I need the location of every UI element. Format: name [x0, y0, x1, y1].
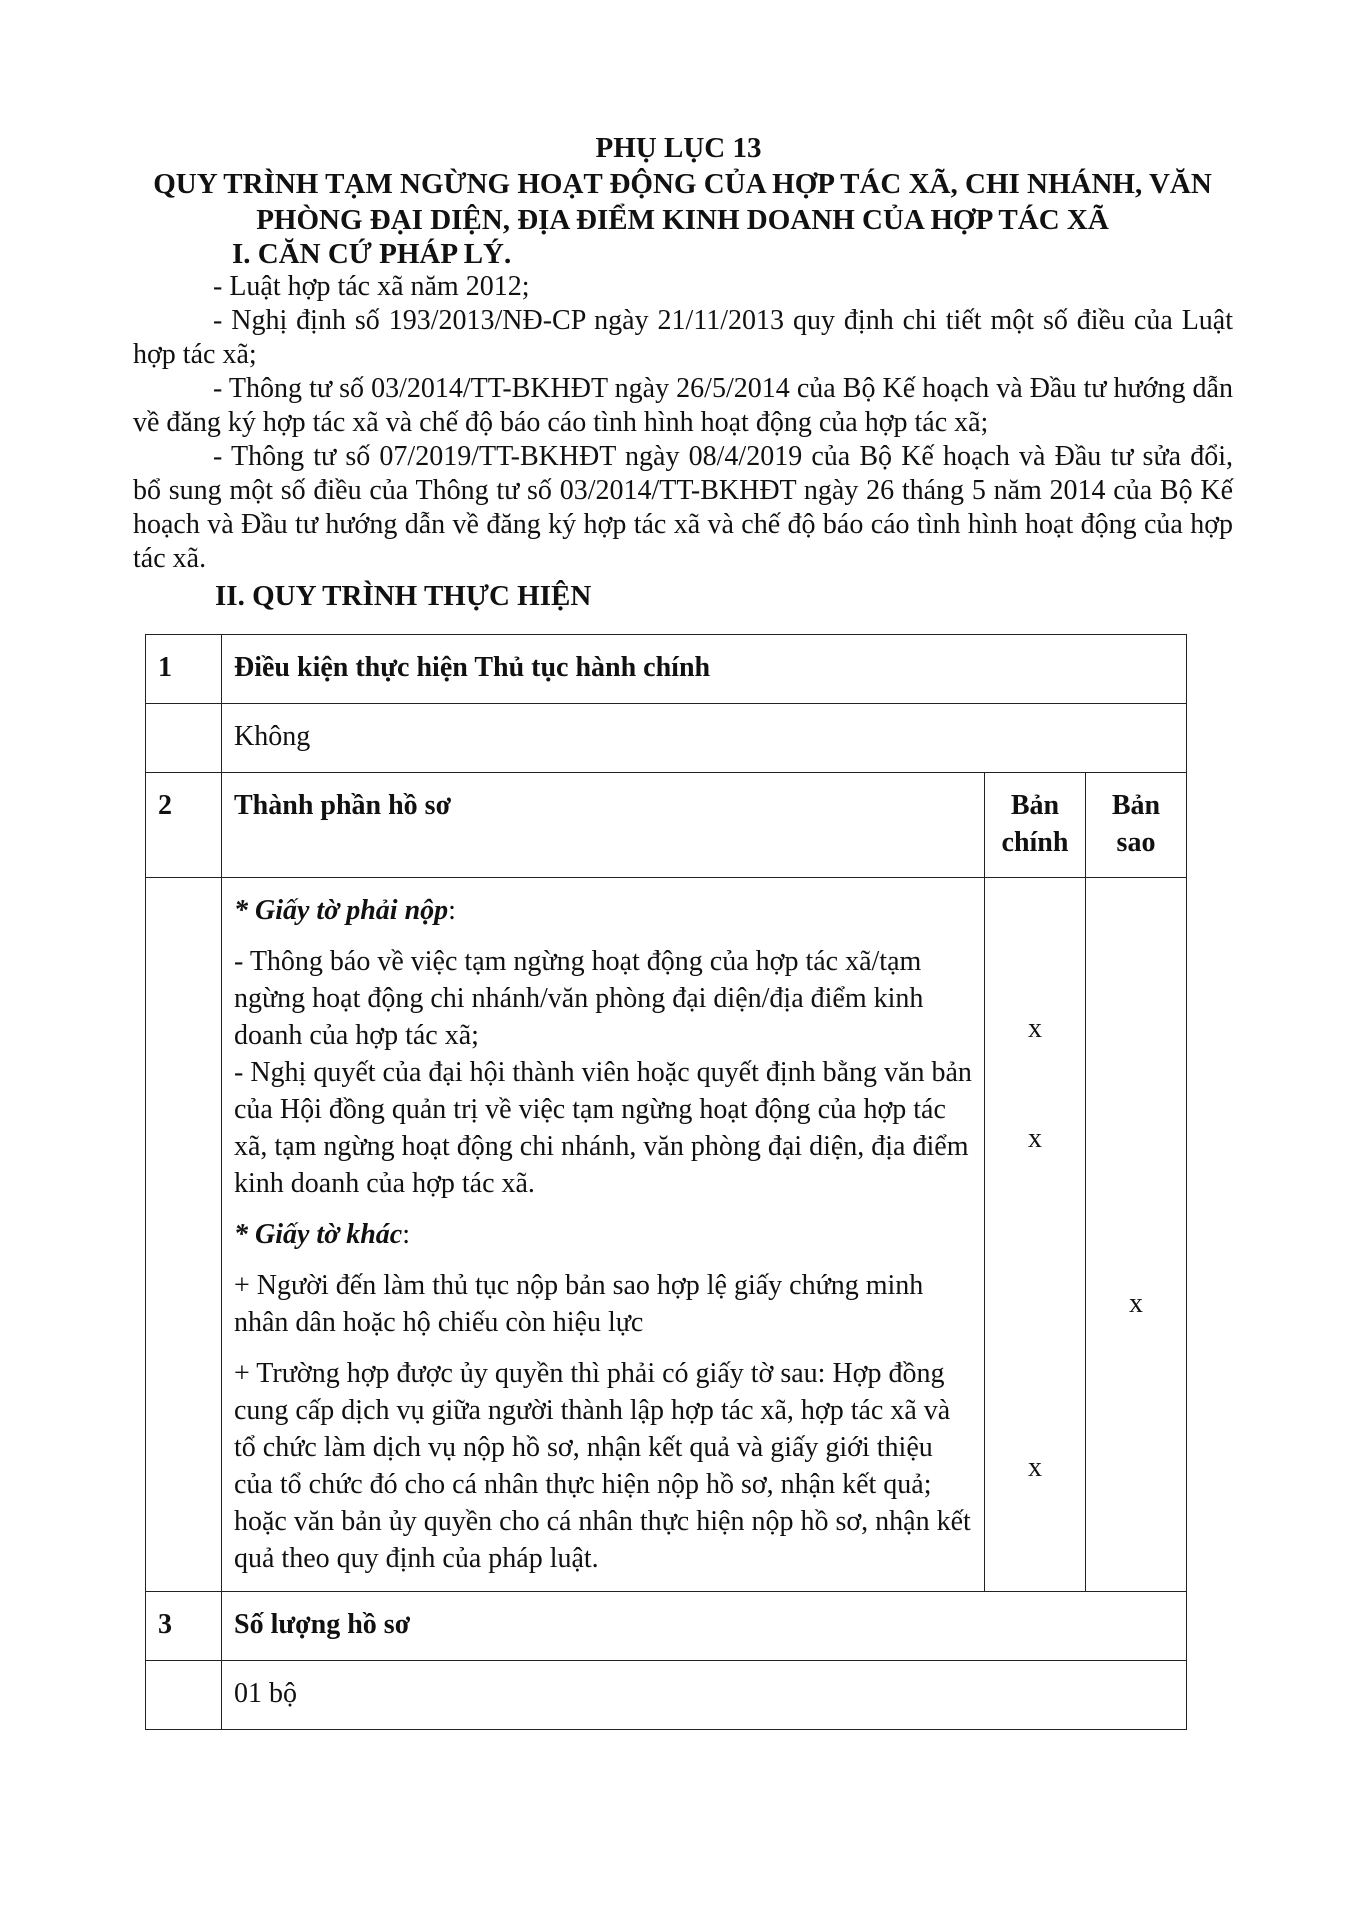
table-row: [146, 1661, 1187, 1730]
row-number: 3: [146, 1592, 222, 1661]
table-row: [146, 704, 1187, 773]
row-number-empty: [146, 704, 222, 773]
original-marks-cell: [985, 878, 1086, 1592]
table-row: [146, 878, 1187, 1592]
section-1-heading: I. CĂN CỨ PHÁP LÝ.: [232, 238, 512, 270]
row-label: Số lượng hồ sơ: [222, 1592, 1187, 1661]
other-heading-text: * Giấy tờ khác: [234, 1219, 403, 1250]
legal-basis-item: - Thông tư số 07/2019/TT-BKHĐT ngày 08/4/2019 của Bộ Kế hoạch và Đầu tư sửa đổi, bổ sung một số điều của Thông tư số 03/2014/TT-BKHĐT ngày 26 tháng 5 năm 2014 của Bộ Kế hoạch và Đầu tư hướng dẫn về đăng ký hợp tác xã và chế độ báo cáo tình hình hoạt động của hợp tác xã.: [133, 441, 1233, 574]
document-title-line-1: QUY TRÌNH TẠM NGỪNG HOẠT ĐỘNG CỦA HỢP TÁC XÃ, CHI NHÁNH, VĂN: [153, 168, 1212, 200]
legal-basis-list: [133, 270, 1233, 576]
copy-marks-cell: [1086, 878, 1187, 1592]
copy-mark: x: [1129, 1288, 1143, 1319]
documents-cell: [222, 878, 985, 1592]
document-item: - Thông báo về việc tạm ngừng hoạt động của hợp tác xã/tạm ngừng hoạt động chi nhánh/văn phòng đại diện/địa điểm kinh doanh của hợp tác xã;: [234, 946, 924, 1051]
document-item: - Nghị quyết của đại hội thành viên hoặc quyết định bằng văn bản của Hội đồng quản trị về việc tạm ngừng hoạt động của hợp tác xã, tạm ngừng hoạt động chi nhánh, văn phòng đại diện, địa điểm kinh doanh của hợp tác xã.: [234, 1057, 972, 1199]
required-heading-text: * Giấy tờ phải nộp: [234, 895, 449, 926]
row-label: Điều kiện thực hiện Thủ tục hành chính: [222, 635, 1187, 704]
document-item: + Trường hợp được ủy quyền thì phải có giấy tờ sau: Hợp đồng cung cấp dịch vụ giữa người thành lập hợp tác xã, hợp tác xã và tổ chức làm dịch vụ nộp hồ sơ, nhận kết quả và giấy giới thiệu của tổ chức đó cho cá nhân thực hiện nộp hồ sơ, nhận kết quả; hoặc văn bản ủy quyền cho cá nhân thực hiện nộp hồ sơ, nhận kết quả theo quy định của pháp luật.: [234, 1358, 971, 1574]
original-mark: x: [1028, 1013, 1042, 1044]
heading-colon: :: [448, 895, 456, 926]
column-header-original: Bản chính: [985, 773, 1086, 878]
row-label: Thành phần hồ sơ: [222, 773, 985, 878]
document-item: + Người đến làm thủ tục nộp bản sao hợp lệ giấy chứng minh nhân dân hoặc hộ chiếu còn hiệu lực: [234, 1270, 924, 1338]
original-mark: x: [1028, 1452, 1042, 1483]
required-documents-list: [234, 943, 972, 1202]
table-row: [146, 635, 1187, 704]
row-content: 01 bộ: [222, 1661, 1187, 1730]
row-number-empty: [146, 878, 222, 1592]
original-mark: x: [1028, 1123, 1042, 1154]
required-documents-heading: [234, 892, 972, 929]
section-2-heading: II. QUY TRÌNH THỰC HIỆN: [215, 580, 592, 612]
legal-basis-item: - Thông tư số 03/2014/TT-BKHĐT ngày 26/5/2014 của Bộ Kế hoạch và Đầu tư hướng dẫn về đăng ký hợp tác xã và chế độ báo cáo tình hình hoạt động của hợp tác xã;: [133, 373, 1233, 438]
heading-colon: :: [402, 1219, 411, 1250]
row-content: Không: [222, 704, 1187, 773]
legal-basis-item: - Luật hợp tác xã năm 2012;: [213, 271, 530, 302]
procedure-table: [145, 634, 1187, 1730]
other-documents-heading: [234, 1216, 972, 1253]
row-number-empty: [146, 1661, 222, 1730]
column-header-copy: Bản sao: [1086, 773, 1187, 878]
table-row: [146, 773, 1187, 878]
appendix-title: PHỤ LỤC 13: [595, 132, 762, 164]
row-number: 2: [146, 773, 222, 878]
document-title-line-2: PHÒNG ĐẠI DIỆN, ĐỊA ĐIỂM KINH DOANH CỦA HỢP TÁC XÃ: [256, 204, 1109, 236]
row-number: 1: [146, 635, 222, 704]
table-row: [146, 1592, 1187, 1661]
legal-basis-item: - Nghị định số 193/2013/NĐ-CP ngày 21/11/2013 quy định chi tiết một số điều của Luật hợp tác xã;: [133, 305, 1233, 370]
